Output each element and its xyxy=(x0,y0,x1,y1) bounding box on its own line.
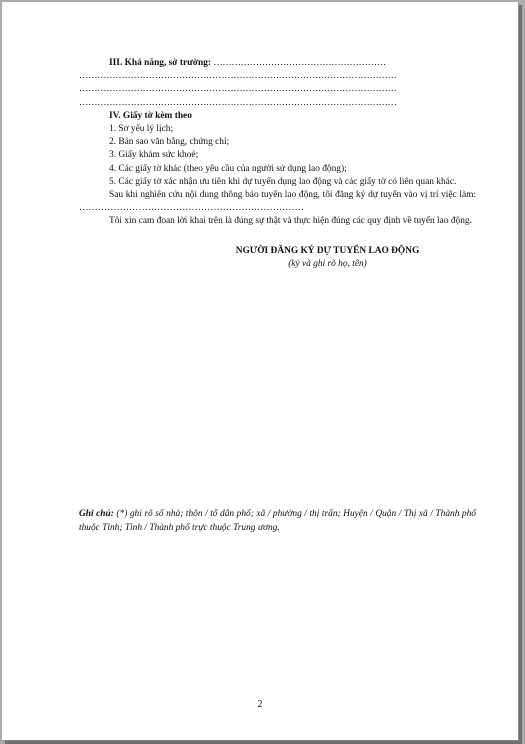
section-3-dot-line-1: …………………………………………………………………………………………… xyxy=(79,71,397,82)
signature-title: NGƯỜI ĐĂNG KÝ DỰ TUYỂN LAO ĐỘNG xyxy=(235,245,420,256)
document-body xyxy=(79,57,476,271)
section-3-dots: ………………………………………………… xyxy=(213,58,386,68)
signature-block xyxy=(79,245,476,271)
attachment-item-5: 5. Các giấy tờ xác nhận ưu tiên khi dự tuyển dụng lao động và các giấy tờ có liên quan khác. xyxy=(109,176,457,187)
section-3-line xyxy=(79,57,476,70)
attachment-item-4: 4. Các giấy tờ khác (theo yêu cầu của người sử dụng lao động); xyxy=(109,163,347,174)
document-page xyxy=(2,2,519,741)
attachment-item-1: 1. Sơ yếu lý lịch; xyxy=(109,124,174,135)
footnote xyxy=(79,507,476,535)
section-3-dot-line-2: …………………………………………………………………………………………… xyxy=(79,84,397,95)
pledge-paragraph: Tôi xin cam đoan lời khai trên là đúng sự thật và thực hiện đúng các quy định về tuyển lao động. xyxy=(109,216,472,227)
footnote-label: Ghi chú: xyxy=(79,509,114,519)
section-3-dot-line-3: …………………………………………………………………………………………… xyxy=(79,97,397,108)
signature-note: (ký và ghi rõ họ, tên) xyxy=(288,258,367,269)
section-4-heading: IV. Giấy tờ kèm theo xyxy=(109,110,192,121)
attachment-item-2: 2. Bản sao văn bằng, chứng chỉ; xyxy=(109,137,230,148)
page-number: 2 xyxy=(257,699,263,710)
register-paragraph: Sau khi nghiên cứu nội dung thông báo tuyển lao động, tôi đăng ký dự tuyển vào vị trí việc làm: ……………………………………………………………… xyxy=(79,190,476,214)
section-3-heading: III. Khả năng, sở trường: xyxy=(109,58,211,68)
footnote-text: (*) ghi rõ số nhà; thôn / tổ dân phố; xã / phường / thị trấn; Huyện / Quận / Thị xã / Thành phố thuộc Tỉnh; Tỉnh / Thành phố trực thuộc Trung ương. xyxy=(79,509,476,533)
attachment-item-3: 3. Giấy khám sức khoẻ; xyxy=(109,150,199,161)
